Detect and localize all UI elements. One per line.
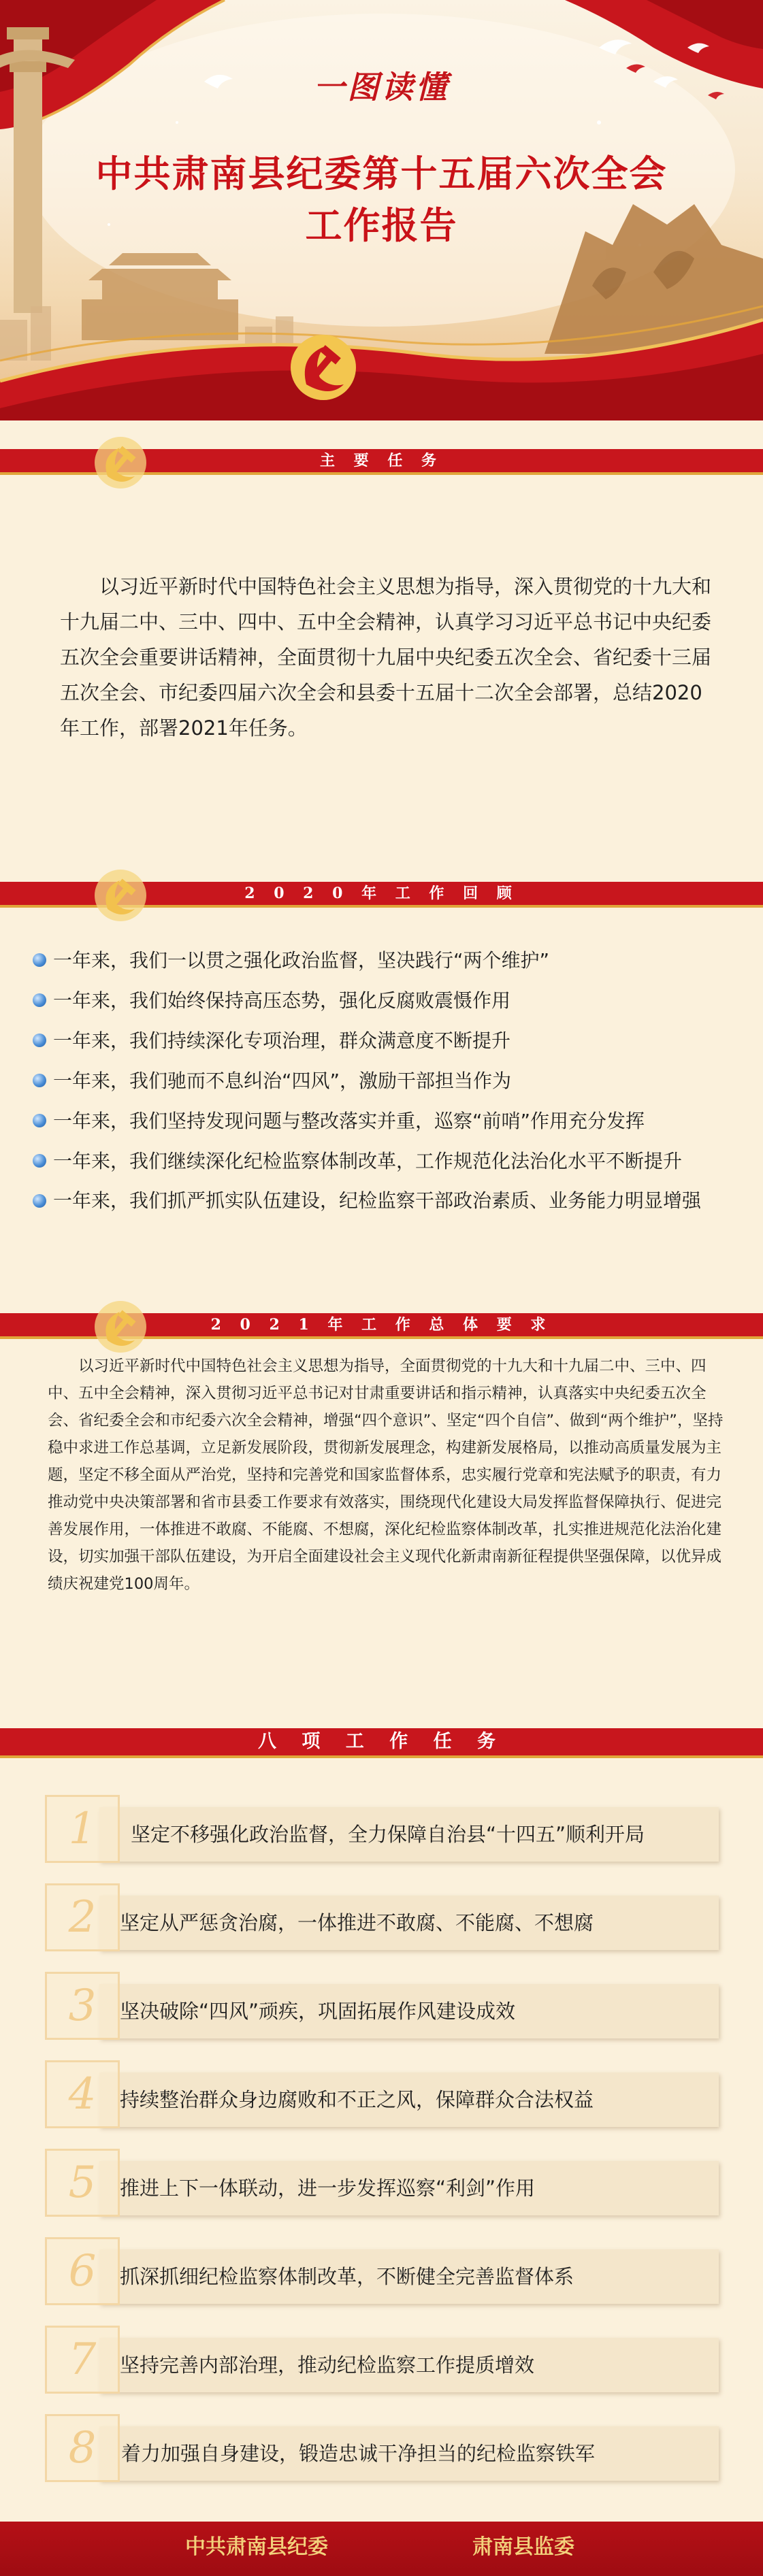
header-banner bbox=[0, 0, 763, 420]
party-emblem-icon bbox=[80, 1298, 161, 1355]
kicker-title: 一图读懂 bbox=[313, 69, 450, 105]
task-number: 3 bbox=[45, 1972, 120, 2040]
party-emblem-icon bbox=[80, 867, 161, 924]
main-tasks-text: 以习近平新时代中国特色社会主义思想为指导，深入贯彻党的十九大和十九届二中、三中、四中、五中全会精神，认真学习习近平总书记中央纪委五次全会重要讲话精神，全面贯彻十九届中央纪委五次全会、省纪委十三届五次全会、市纪委四届六次全会和县委十五届十二次全会部署，总结2020年工作，部署2021年任务。 bbox=[60, 575, 712, 740]
requirements-text: 以习近平新时代中国特色社会主义思想为指导，全面贯彻党的十九大和十九届二中、三中、四中、五中全会精神，深入贯彻习近平总书记对甘肃重要讲话和指示精神，认真落实中央纪委五次全会、省纪委全会和市纪委六次全会精神，增强“四个意识”、坚定“四个自信”、做到“两个维护”，坚持稳中求进工作总基调，立足新发展阶段，贯彻新发展理念，构建新发展格局，以推动高质量发展为主题，坚定不移全面从严治党，坚持和完善党和国家监督体系，忠实履行党章和宪法赋予的职责，有力推动党中央决策部署和省市县委工作要求有效落实，围绕现代化建设大局发挥监督保障执行、促进完善发展作用，一体推进不敢腐、不能腐、不想腐，深化纪检监察体制改革，扎实推进规范化法治化建设，切实加强干部队伍建设，为开启全面建设社会主义现代化新肃南新征程提供坚强保障，以优异成绩庆祝建党100周年。 bbox=[48, 1357, 724, 1593]
task-item-2 bbox=[45, 1883, 719, 1951]
section-bar-main-tasks bbox=[0, 449, 763, 476]
footer-org-left: 中共肃南县纪委 bbox=[185, 2535, 328, 2559]
task-text: 持续整治群众身边腐败和不正之风，保障群众合法权益 bbox=[120, 2088, 594, 2111]
section-title: 2 0 2 1 年 工 作 总 体 要 求 bbox=[210, 1316, 553, 1334]
task-text: 着力加强自身建设，锻造忠诚干净担当的纪检监察铁军 bbox=[121, 2442, 596, 2465]
page-title bbox=[0, 148, 763, 252]
task-text: 坚持完善内部治理，推动纪检监察工作提质增效 bbox=[120, 2354, 535, 2377]
list-item: 一年来，我们持续深化专项治理，群众满意度不断提升 bbox=[33, 1021, 754, 1061]
task-number: 7 bbox=[45, 2326, 120, 2394]
list-item: 一年来，我们坚持发现问题与整改落实并重，巡察“前哨”作用充分发挥 bbox=[33, 1101, 754, 1141]
bullet-icon bbox=[33, 1074, 46, 1087]
list-item: 一年来，我们继续深化纪检监察体制改革，工作规范化法治化水平不断提升 bbox=[33, 1141, 754, 1181]
bullet-icon bbox=[33, 1154, 46, 1168]
footer-org-right: 肃南县监委 bbox=[472, 2535, 574, 2559]
section-title: 八 项 工 作 任 务 bbox=[258, 1731, 505, 1752]
task-item-3 bbox=[45, 1972, 719, 2040]
section-bar-eight-tasks bbox=[0, 1728, 763, 1758]
party-emblem-icon bbox=[80, 434, 161, 491]
title-line-2: 工作报告 bbox=[305, 204, 458, 247]
task-text: 推进上下一体联动，进一步发挥巡察“利剑”作用 bbox=[120, 2177, 536, 2200]
section-title: 2 0 2 0 年 工 作 回 顾 bbox=[244, 885, 519, 902]
task-number: 8 bbox=[45, 2414, 120, 2482]
footer bbox=[0, 2522, 763, 2576]
task-number: 5 bbox=[45, 2149, 120, 2217]
task-item-6 bbox=[45, 2237, 719, 2305]
list-item: 一年来，我们驰而不息纠治“四风”，激励干部担当作为 bbox=[33, 1061, 754, 1101]
bullet-icon bbox=[33, 953, 46, 967]
task-item-1 bbox=[45, 1795, 719, 1863]
bullet-icon bbox=[33, 993, 46, 1007]
list-item: 一年来，我们始终保持高压态势，强化反腐败震慑作用 bbox=[33, 980, 754, 1021]
bullet-icon bbox=[33, 1034, 46, 1047]
task-text: 坚决破除“四风”顽疾，巩固拓展作风建设成效 bbox=[120, 2000, 516, 2023]
task-number: 4 bbox=[45, 2060, 120, 2128]
section-title: 主 要 任 务 bbox=[320, 452, 443, 469]
bullet-icon bbox=[33, 1194, 46, 1208]
bullet-icon bbox=[33, 1114, 46, 1127]
task-number: 1 bbox=[45, 1795, 120, 1863]
list-item: 一年来，我们抓严抓实队伍建设，纪检监察干部政治素质、业务能力明显增强 bbox=[33, 1181, 754, 1221]
review-list bbox=[33, 940, 754, 1221]
section-bar-requirements-2021 bbox=[0, 1313, 763, 1340]
task-number: 2 bbox=[45, 1883, 120, 1951]
task-text: 坚定从严惩贪治腐，一体推进不敢腐、不能腐、不想腐 bbox=[120, 1911, 594, 1934]
list-item: 一年来，我们一以贯之强化政治监督，坚决践行“两个维护” bbox=[33, 940, 754, 980]
task-item-7 bbox=[45, 2326, 719, 2394]
task-item-5 bbox=[45, 2149, 719, 2217]
section-bar-review-2020 bbox=[0, 882, 763, 909]
task-item-4 bbox=[45, 2060, 719, 2128]
task-text: 坚定不移强化政治监督，全力保障自治县“十四五”顺利开局 bbox=[131, 1823, 645, 1846]
task-item-8 bbox=[45, 2414, 719, 2482]
title-line-1: 中共肃南县纪委第十五届六次全会 bbox=[95, 152, 668, 195]
task-number: 6 bbox=[45, 2237, 120, 2305]
task-text: 抓深抓细纪检监察体制改革，不断健全完善监督体系 bbox=[120, 2265, 574, 2288]
